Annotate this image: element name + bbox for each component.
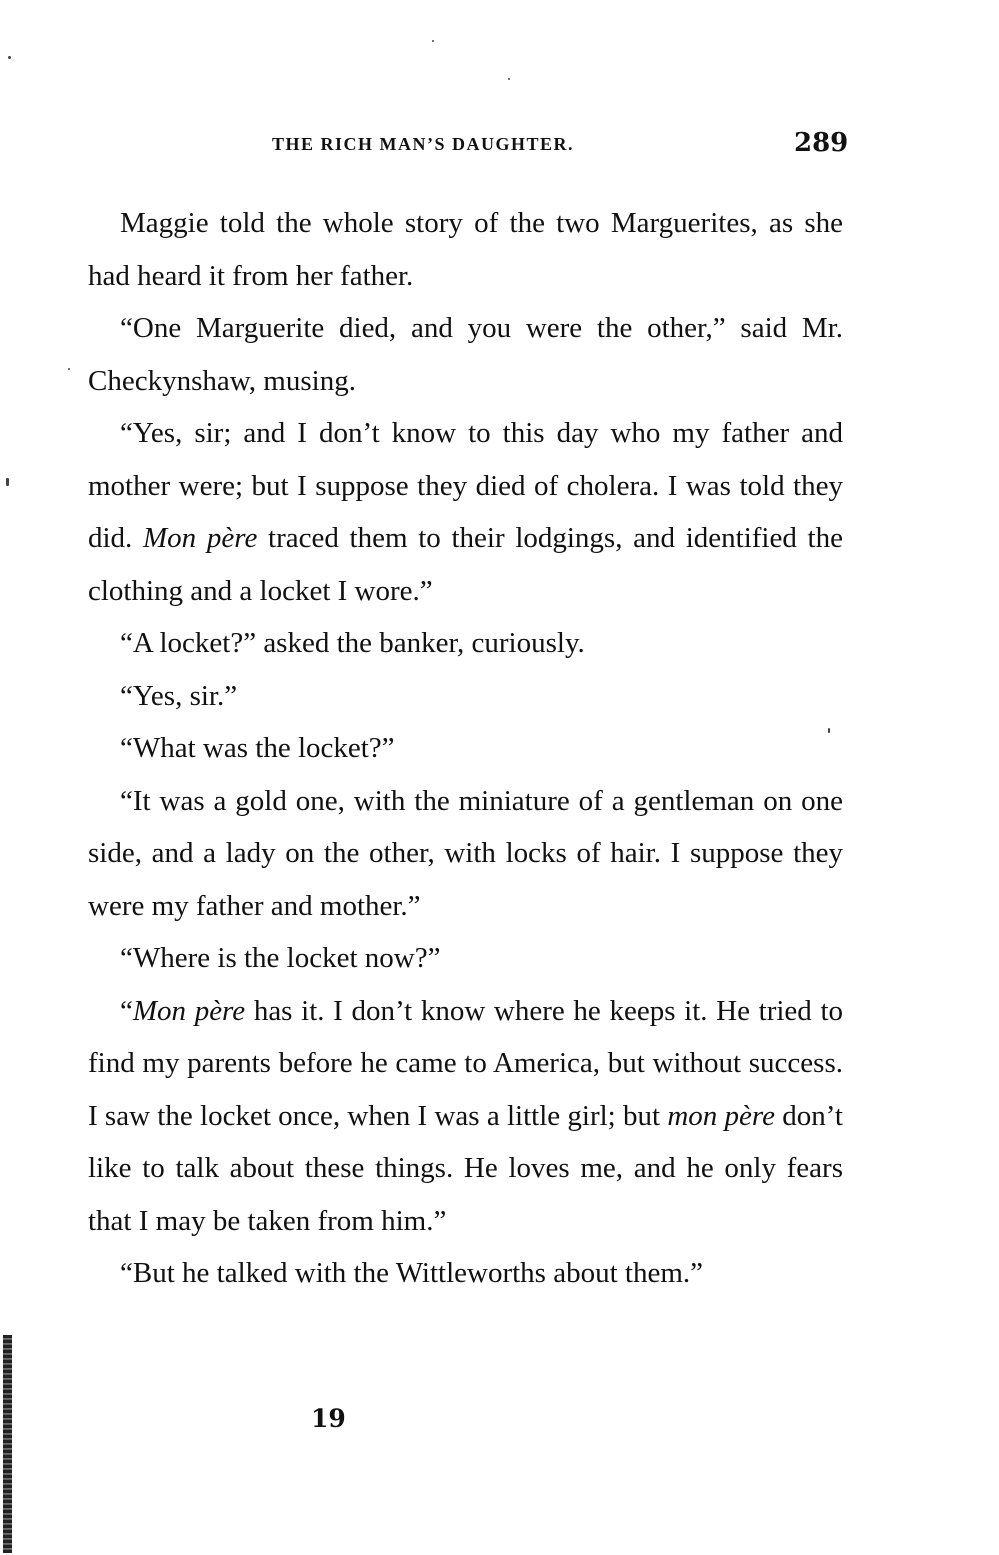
text-run: “Yes, sir.”: [120, 679, 238, 712]
page-header: [0, 130, 999, 164]
text-run: “: [120, 994, 133, 1027]
body-text: [88, 197, 843, 1300]
scan-speck: [508, 78, 510, 80]
paragraph: [88, 302, 843, 407]
scan-speck: [828, 728, 830, 733]
text-run: don’t like to talk about these things. He loves me, and he only fears that I may be taken from him.”: [88, 1099, 843, 1237]
paragraph: [88, 1247, 843, 1300]
text-run: Maggie told the whole story of the two Marguerites, as she had heard it from her father.: [88, 207, 843, 292]
scan-speck: [6, 478, 9, 486]
text-run: “But he talked with the Wittleworths about them.”: [120, 1257, 704, 1289]
text-run: “What was the locket?”: [120, 732, 395, 764]
text-run: “Yes, sir; and I don’t know to this day who my father and mother were; but I suppose they died of cholera. I was told they did.: [88, 417, 843, 554]
scan-edge-artifact: [3, 1335, 12, 1553]
page-number: 289: [794, 128, 849, 158]
paragraph: [88, 722, 843, 775]
paragraph: [88, 985, 843, 1248]
running-head: THE RICH MAN’S DAUGHTER.: [272, 134, 575, 154]
italic-text: Mon père: [132, 994, 246, 1027]
scan-speck: [68, 368, 70, 370]
paragraph: [88, 617, 843, 670]
signature-mark: 19: [311, 1404, 346, 1433]
text-run: “A locket?” asked the banker, curiously.: [120, 627, 585, 659]
paragraph: [88, 670, 843, 723]
text-run: traced them to their lodgings, and identified the clothing and a locket I wore.”: [88, 522, 843, 607]
text-run: has it. I don’t know where he keeps it. He tried to find my parents before he came to America, but without success. I saw the locket once, when I was a little girl; but: [88, 994, 843, 1132]
scan-speck: [8, 56, 11, 59]
text-run: “Where is the locket now?”: [120, 942, 441, 974]
text-run: “One Marguerite died, and you were the other,” said Mr. Checkynshaw, musing.: [88, 312, 843, 397]
paragraph: [88, 932, 843, 985]
italic-text: Mon père: [143, 522, 258, 554]
text-run: “It was a gold one, with the miniature of a gentleman on one side, and a lady on the other, with locks of hair. I suppose they were my father and mother.”: [88, 784, 843, 922]
paragraph: [88, 197, 843, 302]
italic-text: mon père: [667, 1099, 776, 1132]
scan-speck: [432, 40, 434, 42]
paragraph: [88, 775, 843, 933]
paragraph: [88, 407, 843, 617]
